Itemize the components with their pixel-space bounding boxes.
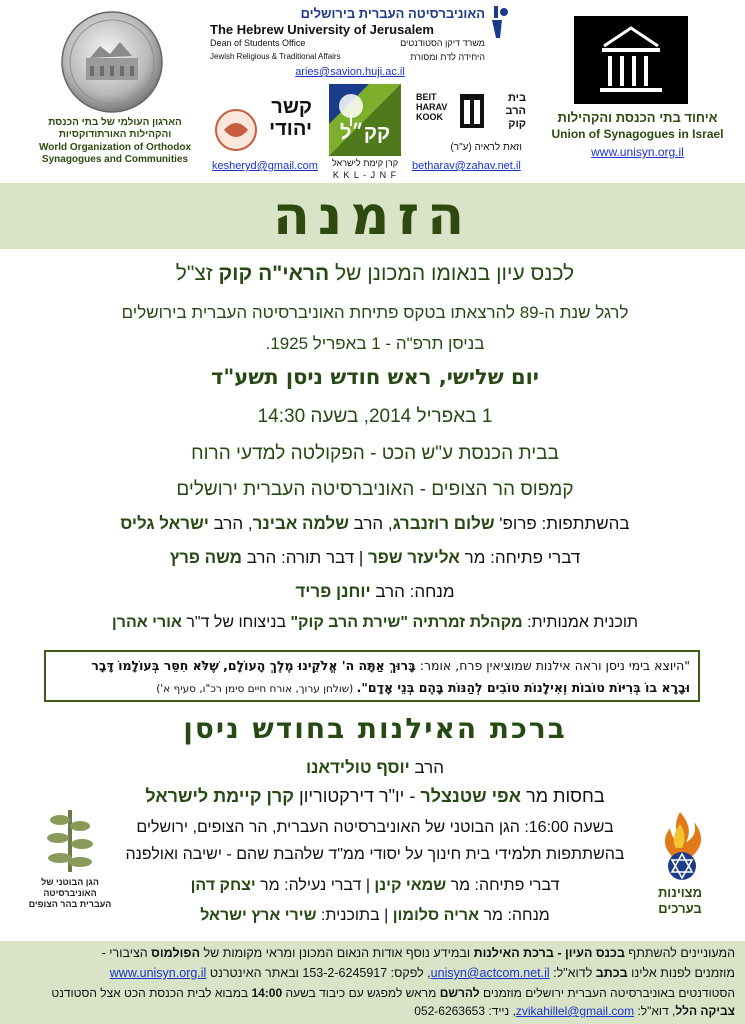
f4-c: , נייד: 052-6263653 <box>414 1004 516 1018</box>
s2-line-1-rabbi <box>30 758 720 778</box>
world-org-en-line1: World Organization of Orthodox <box>38 142 192 153</box>
kkl-name-he: קרן קימת לישראל <box>331 158 399 168</box>
s2-kinan: שמאי קינן <box>374 877 447 894</box>
excellence-line-2: בערכים <box>658 901 702 916</box>
body-line-3: בניסן תרפ"ה - 1 באפריל 1925. <box>265 334 485 353</box>
kesher-email-link[interactable]: kesheryd@gmail.com <box>212 160 318 172</box>
footer-web-link[interactable]: www.unisyn.org.il <box>109 966 207 980</box>
kkl-logo <box>329 84 401 156</box>
footer-hillel-email-link[interactable]: zvikahillel@gmail.com <box>515 1004 635 1018</box>
s2-l6-a: מנחה: מר <box>479 907 550 924</box>
world-org-he-line1: הארגון העולמי של בתי הכנסת <box>48 117 182 128</box>
f3-a: הסטודנטים באוניברסיטה העברית ירושלים מוזמנים <box>479 986 735 1000</box>
body-line-7-campus: קמפוס הר הצופים - האוניברסיטה העברית ירושלים <box>176 479 574 500</box>
blessing-trees-title: ברכת האילנות בחודש ניסן <box>183 712 567 745</box>
l9-c: | דבר תורה: הרב <box>242 548 368 567</box>
f1-e: הציבורי - <box>101 946 152 960</box>
huji-email-link[interactable]: aries@savion.huji.ac.il <box>295 66 405 78</box>
s2-l5-c: | דברי נעילה: מר <box>255 877 375 894</box>
garden-caption-2: האוניברסיטה <box>43 888 97 898</box>
f1-a: המעוניינים להשתתף <box>624 946 735 960</box>
l11-choir: מקהלת זמרתיה "שירת הרב קוק" <box>290 614 523 631</box>
l10-fried: יוחנן פריד <box>295 582 371 601</box>
beit-email-link[interactable]: betharav@zahav.net.il <box>412 160 521 172</box>
botanical-garden-logo <box>40 800 100 875</box>
s2-dahan: יצחק דהן <box>190 877 256 894</box>
s2-line-2-sponsor <box>30 786 720 807</box>
l8-a: בהשתתפות: פרופ' <box>494 514 630 533</box>
l9-shefer: אליעזר שפר <box>367 548 460 567</box>
s2-stenzler: אפי שטנצלר <box>420 786 522 806</box>
f2-d: , לפקס: 153-2-6245917 ובאתר האינטרנט <box>206 966 431 980</box>
l8-c: , הרב <box>348 514 393 533</box>
l1-a: לכנס עיון בנאומו המכונן של <box>329 262 575 285</box>
s2-solomon: אריה סלומון <box>392 907 480 924</box>
body-line-11-art <box>30 614 720 632</box>
jewish-affairs-he: היחידה לדת ומסורת <box>410 52 485 62</box>
body-line-9-opening <box>30 548 720 568</box>
flame-star-icon <box>650 808 714 884</box>
dean-he: משרד דיקן הסטודנטים <box>400 38 485 48</box>
l9-peretz: משה פרץ <box>169 548 243 567</box>
f2-a: מוזמנים לפנות אלינו <box>627 966 735 980</box>
footer-line-1 <box>10 946 735 960</box>
union-logo <box>574 16 688 104</box>
l11-c: בניצוחו של ד"ר <box>181 614 291 631</box>
f2-b: בכתב <box>595 966 628 980</box>
kkl-tree-icon <box>329 84 401 156</box>
s2-songs: שירי ארץ ישראל <box>200 907 317 924</box>
l8-aviner: שלמה אבינר <box>252 514 349 533</box>
s2-line-5-speakers <box>30 877 720 895</box>
plant-icon <box>40 800 100 875</box>
quote-line-1 <box>54 655 690 677</box>
f1-d: הפולמוס <box>151 946 201 960</box>
l8-e: , הרב <box>208 514 253 533</box>
l1-rav-kook: הראי"ה קוק <box>218 262 330 285</box>
quote-q1: "היוצא בימי ניסן וראה אילנות שמוציאין פרח, אומר: <box>415 658 690 673</box>
s2-line-4-students: בהשתתפות תלמידי בית חינוך על יסודי ממ"ד שלהבת שהם - ישיבה ואולפנה <box>125 846 625 863</box>
body-line-6-location: בבית הכנסת ע"ש הכט - הפקולטה למדעי הרוח <box>191 443 559 464</box>
f4-b: , דוא"ל: <box>634 1004 676 1018</box>
s2-l2-c: - יו"ר דירקטוריון <box>294 786 421 806</box>
l1-c: זצ"ל <box>175 262 219 285</box>
l11-a: תוכנית אמנותית: <box>522 614 639 631</box>
world-org-en-line2: Synagogues and Communities <box>41 154 189 165</box>
union-name-en: Union of Synagogues in Israel <box>551 127 724 141</box>
beit-logo <box>458 90 486 130</box>
body-line-5-date: 1 באפריל 2014, בשעה 14:30 <box>257 406 493 427</box>
footer-email-link[interactable]: unisyn@actcom.net.il <box>430 966 550 980</box>
l9-a: דברי פתיחה: מר <box>459 548 581 567</box>
world-org-he-line2: והקהילות האורתודוקסיות <box>58 129 172 140</box>
medal-icon <box>60 10 170 120</box>
invitation-title: הזמנה <box>272 184 473 247</box>
body-line-2: לרגל שנת ה-89 להרצאתו בטקס פתיחת האוניברסיטה העברית בירושלים <box>121 303 629 322</box>
quote-q4: (שולחן ערוך, אורח חיים סימן רכ"ו, סעיף א') <box>156 683 357 695</box>
s2-line-6-host <box>30 907 720 925</box>
s2-toledano: יוסף טולידאנו <box>305 758 410 777</box>
s2-l2-a: בחסות מר <box>521 786 605 806</box>
footer-line-3 <box>10 986 735 1000</box>
f3-c: מראש למפגש עם כיבוד בשעה <box>282 986 440 1000</box>
l8-rosenberg: שלום רוזנברג <box>392 514 495 533</box>
synagogue-icon <box>574 16 688 104</box>
f1-c: ובמידע נוסף אודות הנאום המכונן ומראי מקומות של <box>200 946 474 960</box>
union-web-link[interactable]: www.unisyn.org.il <box>591 145 684 159</box>
huji-name-en: The Hebrew University of Jerusalem <box>210 22 434 37</box>
garden-caption-1: הגן הבוטני של <box>41 877 99 887</box>
s2-l6-c: | בתוכנית: <box>316 907 393 924</box>
s2-line-3-time: בשעה 16:00: הגן הבוטני של האוניברסיטה העברית, הר הצופים, ירושלים <box>136 819 614 836</box>
s2-kkl: קרן קיימת לישראל <box>145 786 295 806</box>
s2-l1-a: הרב <box>409 758 445 777</box>
body-line-4-date-he: יום שלישי, ראש חודש ניסן תשע"ד <box>211 365 539 389</box>
excellence-logo <box>650 808 714 884</box>
quote-q3: וּבָרָא בוֹ בְּרִיּוֹת טוֹבוֹת וְאִילָנוֹת טוֹבִים לְהַנּוֹת בָּהֶם בְּנֵי אָדָם". <box>356 680 690 695</box>
huji-name-he: האוניברסיטה העברית בירושלים <box>300 6 485 21</box>
quote-q2: בָּרוּךְ אַתָּה ה' אֱלֹקֵינוּ מֶלֶךְ הָעוֹלָם, שֶׁלֹּא חִסֵּר בְּעוֹלָמוֹ דָּבָר <box>91 658 416 673</box>
body-line-8-participants <box>30 514 720 534</box>
huji-emblem-icon <box>488 4 512 40</box>
footer-line-4 <box>10 1004 735 1018</box>
f3-d: 14:00 <box>251 986 283 1000</box>
f3-b: להרשם <box>439 986 480 1000</box>
l8-gelis: ישראל גליס <box>120 514 209 533</box>
blessing-quote-box <box>44 650 700 702</box>
kkl-name-en: K K L - J N F <box>332 170 398 180</box>
union-name-he: איחוד בתי הכנסת והקהילות <box>557 110 718 125</box>
body-line-10-host <box>30 582 720 602</box>
kesher-title: קשר יהודי <box>269 96 312 140</box>
body-line-1 <box>30 262 720 286</box>
beit-arch-icon <box>458 90 486 130</box>
garden-caption-3: העברית בהר הצופים <box>28 899 112 909</box>
kkl-title: קק״ל <box>339 122 391 144</box>
footer-line-2 <box>10 966 735 980</box>
world-org-logo <box>60 10 170 120</box>
beit-name-en: BEIT HARAV KOOK <box>416 92 448 122</box>
jewish-affairs-en: Jewish Religious & Traditional Affairs <box>210 52 341 61</box>
f3-e: במבוא לבית הכנסת הכט אצל הסטודנט <box>51 986 252 1000</box>
f1-b: בכנס העיון - ברכת האילנות <box>473 946 625 960</box>
quote-line-2 <box>54 677 690 700</box>
s2-l5-a: דברי פתיחה: מר <box>446 877 560 894</box>
l10-a: מנחה: הרב <box>370 582 455 601</box>
f4-hillel: צביקה הלל <box>675 1004 735 1018</box>
l11-aharon: אורי אהרן <box>111 614 182 631</box>
f2-c: לדוא"ל: <box>549 966 596 980</box>
beit-sub: וזאת לראיה (ע"ר) <box>450 142 522 153</box>
excellence-line-1: מצוינות <box>657 885 703 900</box>
beit-name-he: בית הרב קוק <box>505 92 526 130</box>
dean-en: Dean of Students Office <box>210 38 306 48</box>
